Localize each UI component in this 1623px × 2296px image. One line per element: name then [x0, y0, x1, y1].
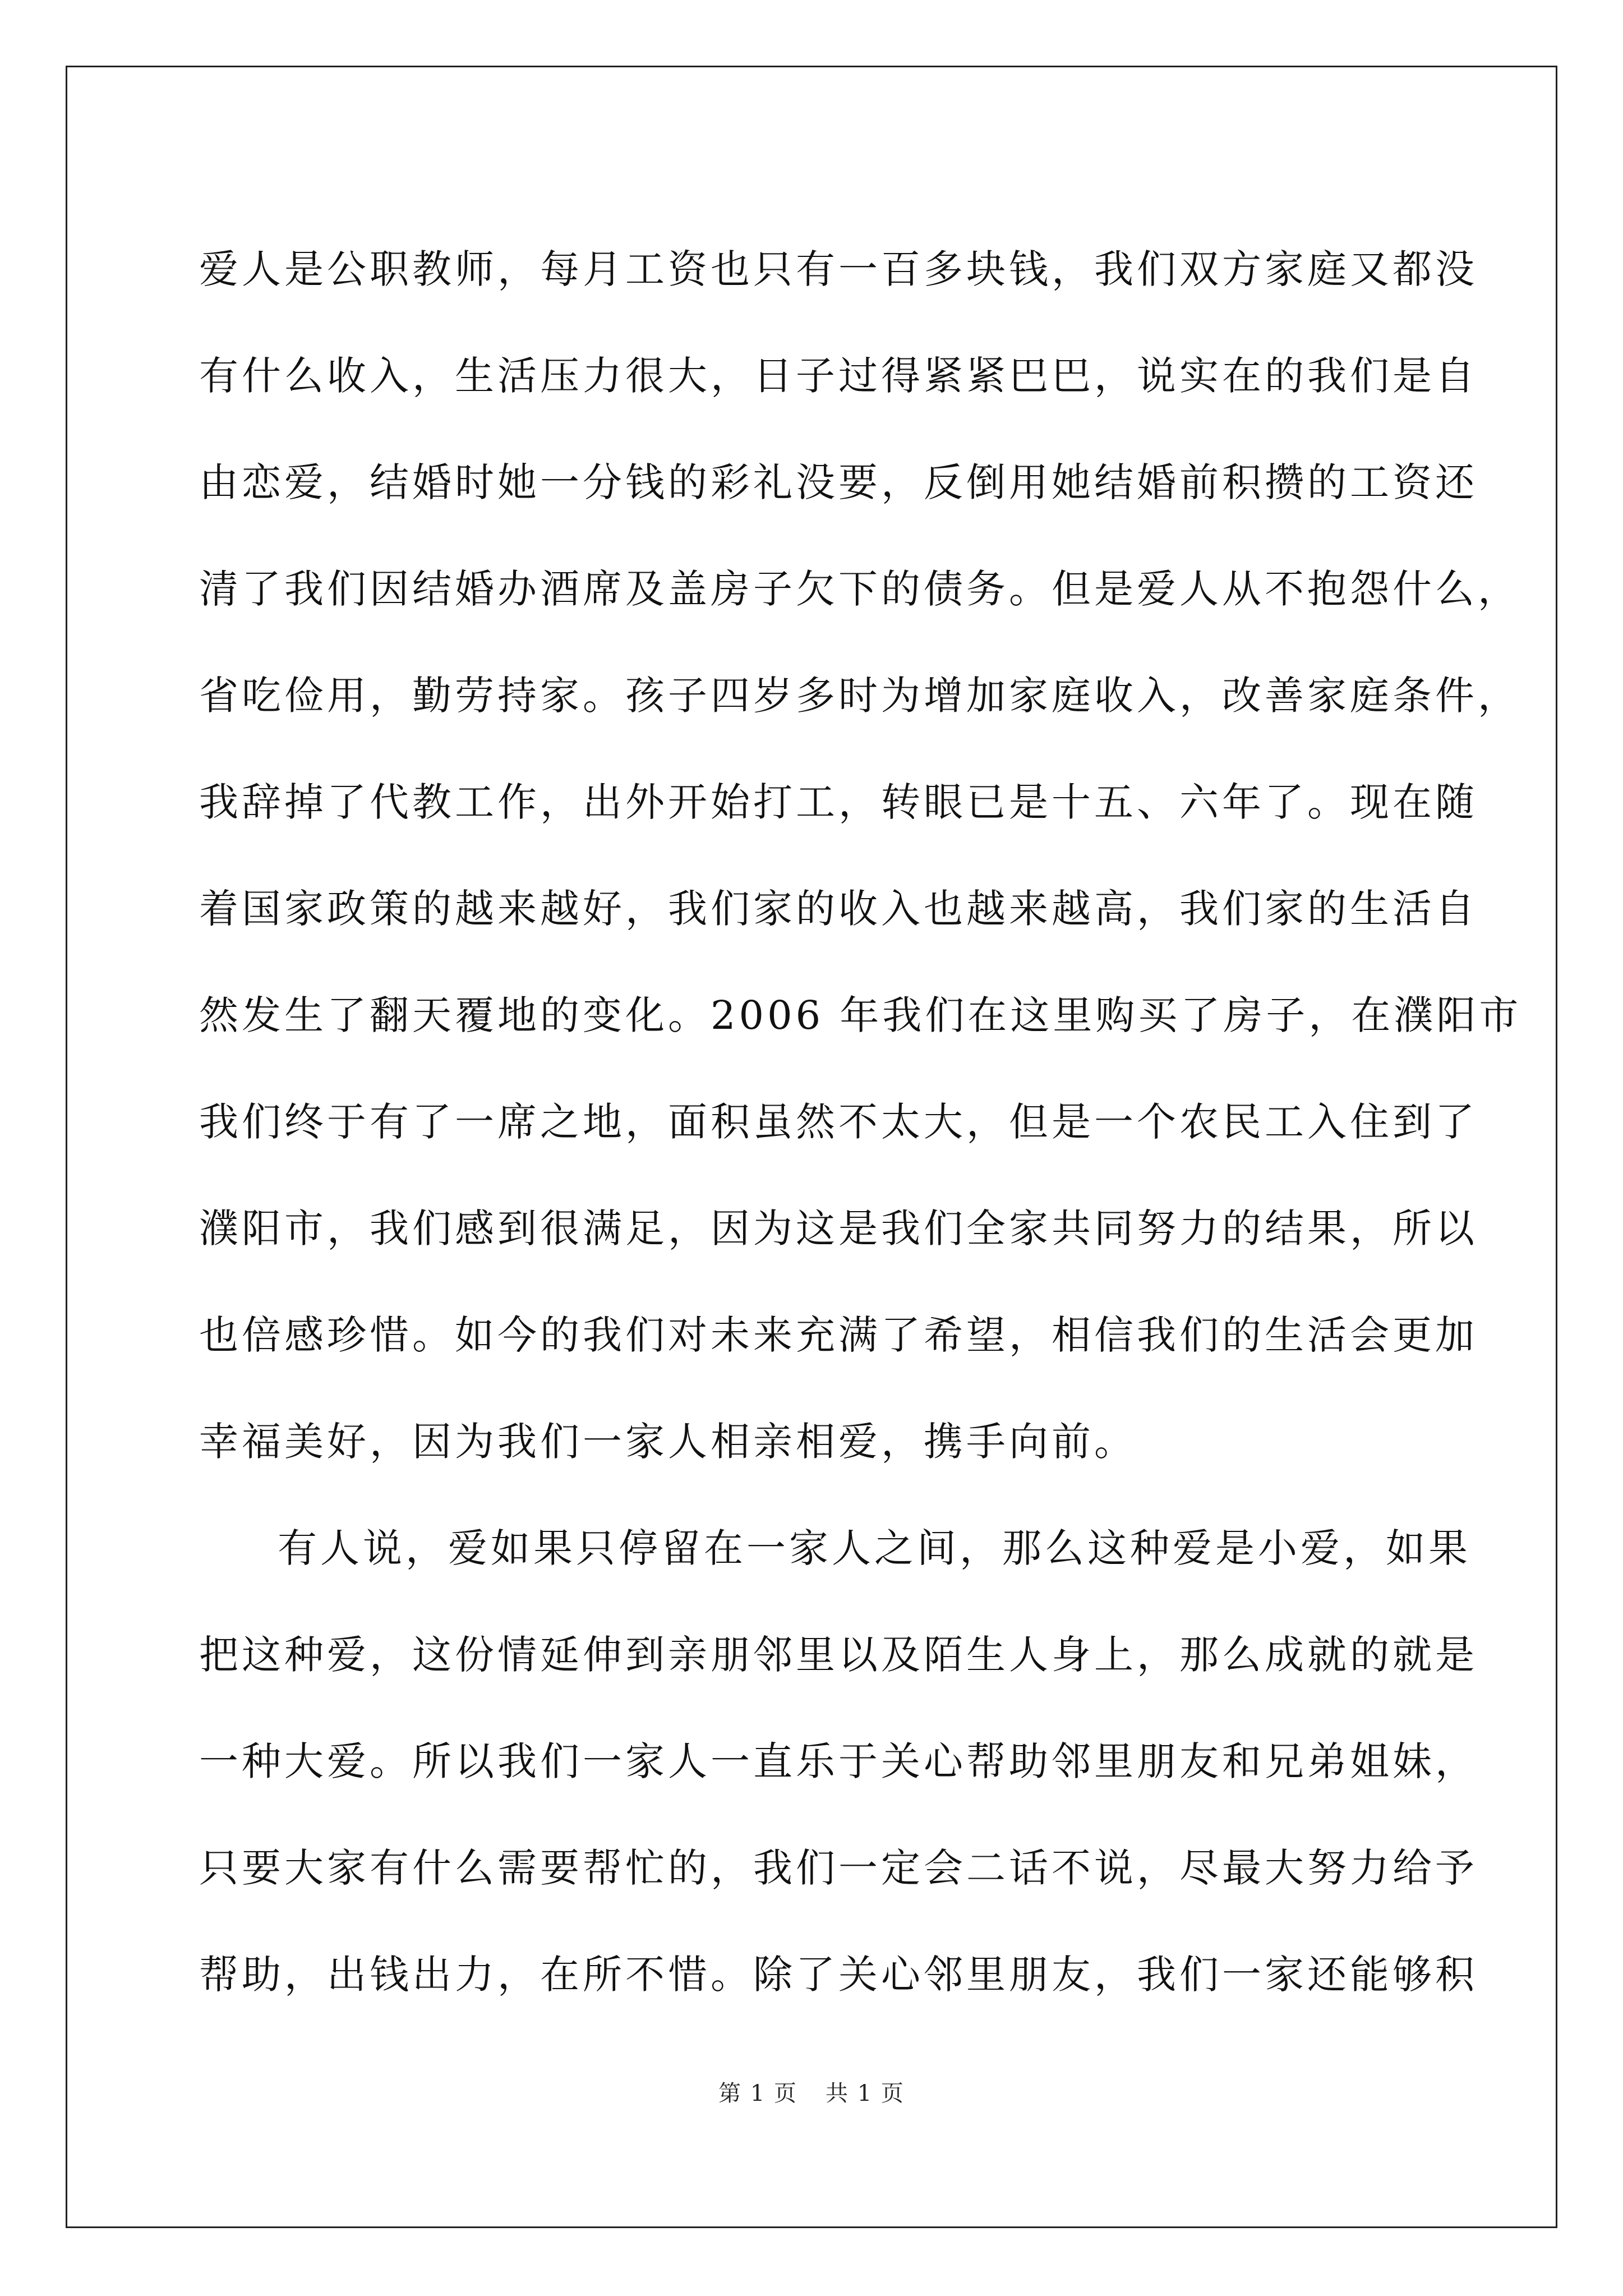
- text-line: 然发生了翻天覆地的变化。2006 年我们在这里购买了房子，在濮阳市: [199, 992, 1522, 1038]
- text-line: 我们终于有了一席之地，面积虽然不太大，但是一个农民工入住到了: [199, 1099, 1478, 1145]
- page-number: 第 1 页: [718, 2081, 797, 2106]
- text-line: 也倍感珍惜。如今的我们对未来充满了希望，相信我们的生活会更加: [199, 1312, 1478, 1358]
- text-line: 我辞掉了代教工作，出外开始打工，转眼已是十五、六年了。现在随: [199, 779, 1478, 825]
- page-footer: [0, 2076, 1623, 2108]
- total-pages: 共 1 页: [826, 2081, 905, 2106]
- document-body: [199, 216, 1522, 2028]
- text-line: 着国家政策的越来越好，我们家的收入也越来越高，我们家的生活自: [199, 886, 1478, 932]
- text-line: 清了我们因结婚办酒席及盖房子欠下的债务。但是爱人从不抱怨什么，: [199, 566, 1520, 612]
- text-line: 把这种爱，这份情延伸到亲朋邻里以及陌生人身上，那么成就的就是: [199, 1632, 1478, 1678]
- text-line: 由恋爱，结婚时她一分钱的彩礼没要，反倒用她结婚前积攒的工资还: [199, 459, 1478, 505]
- text-line: 濮阳市，我们感到很满足，因为这是我们全家共同努力的结果，所以: [199, 1205, 1478, 1251]
- paragraph-first-line: 有人说，爱如果只停留在一家人之间，那么这种爱是小爱，如果: [278, 1525, 1471, 1571]
- text-line: 幸福美好，因为我们一家人相亲相爱，携手向前。: [199, 1419, 1137, 1465]
- text-line: 帮助，出钱出力，在所不惜。除了关心邻里朋友，我们一家还能够积: [199, 1952, 1478, 1998]
- text-line: 一种大爱。所以我们一家人一直乐于关心帮助邻里朋友和兄弟姐妹，: [199, 1738, 1478, 1784]
- text-line: 只要大家有什么需要帮忙的，我们一定会二话不说，尽最大努力给予: [199, 1845, 1478, 1891]
- text-line: 爱人是公职教师，每月工资也只有一百多块钱，我们双方家庭又都没: [199, 246, 1478, 292]
- text-line: 省吃俭用，勤劳持家。孩子四岁多时为增加家庭收入，改善家庭条件，: [199, 673, 1520, 719]
- text-line: 有什么收入，生活压力很大，日子过得紧紧巴巴，说实在的我们是自: [199, 353, 1478, 399]
